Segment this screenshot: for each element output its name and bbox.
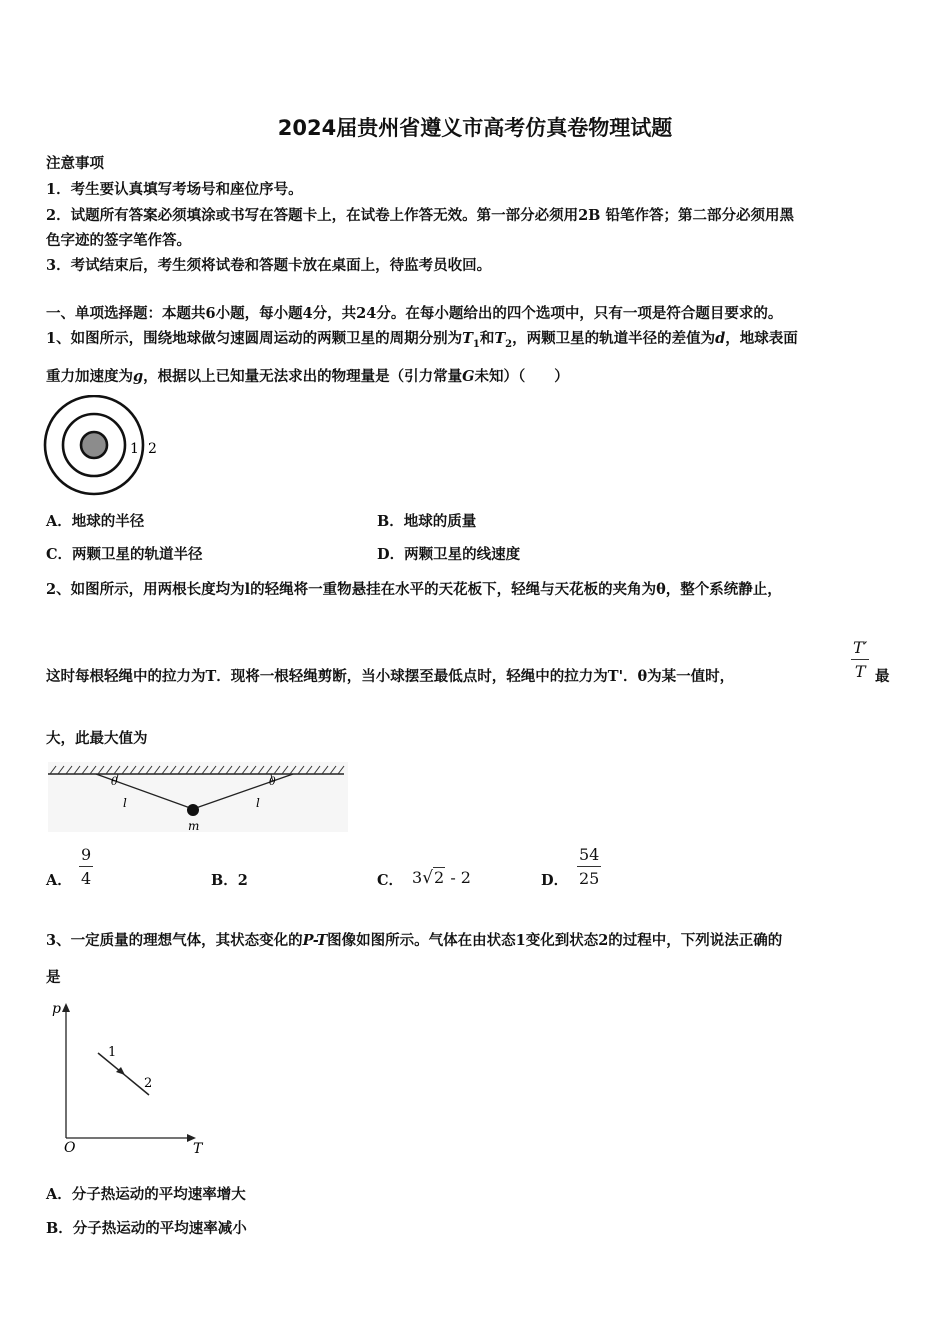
q1-stem-line1: 1、如图所示，围绕地球做匀速圆周运动的两颗卫星的周期分别为$T_1$和$T_2$，两颗卫星的轨道半径的差值为d，地球表面 bbox=[46, 330, 798, 350]
page-title: 2024届贵州省遵义市高考仿真卷物理试题 bbox=[277, 116, 673, 140]
q2-option-b: B．2 bbox=[211, 872, 248, 889]
q1-stem-line2: 重力加速度为g，根据以上已知量无法求出的物理量是（引力常量G未知）（ ） bbox=[46, 368, 569, 385]
length-label-left: l bbox=[123, 796, 127, 810]
t-axis-label: T bbox=[193, 1141, 203, 1157]
q1-option-b: B．地球的质量 bbox=[377, 513, 477, 530]
q2-option-c-label: C． bbox=[377, 872, 404, 889]
ball-icon bbox=[187, 804, 199, 816]
notice-item: 2．试题所有答案必须填涂或书写在答题卡上，在试卷上作答无效。第一部分必须用2B 铅笔作答；第二部分必须用黑 bbox=[46, 207, 794, 224]
q3-stem-line1: 3、一定质量的理想气体，其状态变化的P-T图像如图所示。气体在由状态1变化到状态2的过程中，下列说法正确的 bbox=[46, 932, 783, 949]
q2-option-d-label: D． bbox=[541, 872, 569, 889]
orbit-diagram bbox=[40, 395, 170, 500]
state-2-label: 2 bbox=[144, 1076, 153, 1091]
q1-option-c: C．两颗卫星的轨道半径 bbox=[46, 546, 203, 563]
q3-option-b: B．分子热运动的平均速率减小 bbox=[46, 1220, 247, 1237]
q3-stem-line2: 是 bbox=[46, 969, 61, 986]
notice-item: 3．考试结束后，考生须将试卷和答题卡放在桌面上，待监考员收回。 bbox=[46, 257, 492, 274]
q1-option-d: D．两颗卫星的线速度 bbox=[377, 546, 521, 563]
p-axis-arrow-icon bbox=[62, 1003, 70, 1012]
q2-tension-ratio: $\frac{T'}{T}$ bbox=[853, 638, 868, 681]
earth-icon bbox=[81, 432, 107, 458]
notice-item: 色字迹的签字笔作答。 bbox=[46, 232, 191, 249]
q2-option-a-label: A． bbox=[46, 872, 72, 889]
p-axis-label: p bbox=[52, 1001, 61, 1017]
q3-option-a: A．分子热运动的平均速率增大 bbox=[46, 1186, 246, 1203]
notice-heading: 注意事项 bbox=[46, 155, 104, 172]
q2-stem-line1: 2、如图所示，用两根长度均为l的轻绳将一重物悬挂在水平的天花板下，轻绳与天花板的夹角为θ，整个系统静止， bbox=[46, 581, 782, 598]
orbit-label-2: 2 bbox=[148, 441, 157, 457]
q2-stem-line2-end: 最 bbox=[875, 668, 890, 685]
section-heading: 一、单项选择题：本题共6小题，每小题4分，共24分。在每小题给出的四个选项中，只有一项是符合题目要求的。 bbox=[46, 305, 783, 322]
q2-stem-line3: 大，此最大值为 bbox=[46, 730, 148, 747]
angle-label-right: θ bbox=[269, 775, 276, 788]
length-label-right: l bbox=[256, 796, 260, 810]
angle-label-left: θ bbox=[111, 775, 118, 788]
q2-option-a-value: $\frac{9}{4}$ bbox=[81, 845, 92, 888]
q2-option-c-value: 3√2 - 2 bbox=[412, 868, 471, 888]
state-1-label: 1 bbox=[108, 1045, 117, 1060]
pt-graph bbox=[48, 995, 213, 1160]
q1-option-a: A．地球的半径 bbox=[46, 513, 145, 530]
pendulum-diagram bbox=[48, 762, 348, 834]
q2-option-d-value: $\frac{54}{25}$ bbox=[579, 845, 600, 888]
q2-stem-line2: 这时每根轻绳中的拉力为T．现将一根轻绳剪断，当小球摆至最低点时，轻绳中的拉力为T'．θ为某一值时， bbox=[46, 668, 735, 685]
origin-label: O bbox=[64, 1140, 76, 1156]
orbit-label-1: 1 bbox=[130, 441, 139, 457]
notice-item: 1．考生要认真填写考场号和座位序号。 bbox=[46, 181, 303, 198]
mass-label: m bbox=[188, 819, 200, 833]
